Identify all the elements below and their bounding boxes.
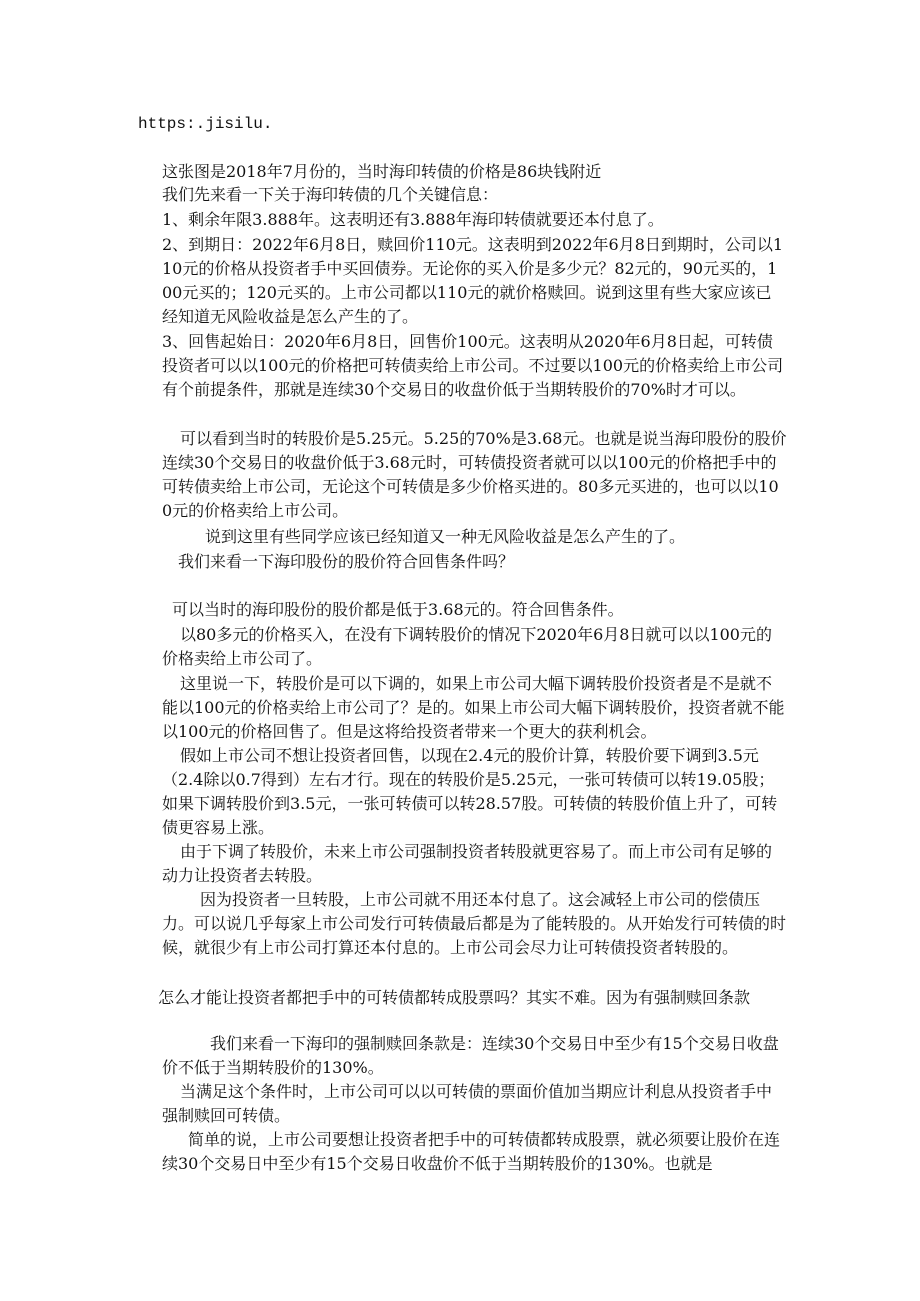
paragraph-redemption-effect: 当满足这个条件时，上市公司可以以可转债的票面价值加当期应计利息从投资者手中强制赎回可转债。 bbox=[162, 1082, 773, 1125]
paragraph-riskless-return: 说到这里有些同学应该已经知道又一种无风险收益是怎么产生的了。 bbox=[205, 527, 686, 546]
paragraph-downward-adjust: 这里说一下，转股价是可以下调的，如果上市公司大幅下调转股价投资者是不是就不能以100元的价格卖给上市公司了？是的。如果上市公司大幅下调转股价，投资者就不能以100元的价格回售了。但是这将给投资者带来一个更大的获利机会。 bbox=[162, 674, 785, 741]
paragraph-buy-80: 以80多元的价格买入，在没有下调转股价的情况下2020年6月8日就可以以100元的价格卖给上市公司了。 bbox=[162, 625, 772, 668]
paragraph-item-1: 1、剩余年限3.888年。这表明还有3.888年海印转债就要还本付息了。 bbox=[162, 210, 664, 229]
source-url: https:.jisilu. bbox=[138, 115, 273, 133]
paragraph-forced-conversion: 由于下调了转股价，未来上市公司强制投资者转股就更容易了。而上市公司有足够的动力让投资者去转股。 bbox=[162, 842, 773, 885]
paragraph-resale-condition: 可以当时的海印股份的股价都是低于3.68元的。符合回售条件。 bbox=[172, 600, 624, 619]
paragraph-conversion-price: 可以看到当时的转股价是5.25元。5.25的70%是3.68元。也就是说当海印股份的股价连续30个交易日的收盘价低于3.68元时，可转债投资者就可以以100元的价格把手中的可转债卖给上市公司，无论这个可转债是多少价格买进的。80多元买进的，也可以以100元的价格卖给上市公司。 bbox=[162, 429, 787, 520]
paragraph-how-to-convert: 怎么才能让投资者都把手中的可转债都转成股票吗？其实不难。因为有强制赎回条款 bbox=[158, 988, 751, 1007]
paragraph-resale-question: 我们来看一下海印股份的股价符合回售条件吗？ bbox=[178, 552, 515, 571]
paragraph-item-3: 3、回售起始日：2020年6月8日，回售价100元。这表明从2020年6月8日起，可转债投资者可以以100元的价格把可转债卖给上市公司。不过要以100元的价格卖给上市公司有个前提条件，那就是连续30个交易日的收盘价低于当期转股价的70%时才可以。 bbox=[162, 332, 784, 399]
paragraph-item-2: 2、到期日：2022年6月8日，赎回价110元。这表明到2022年6月8日到期时，公司以110元的价格从投资者手中买回债券。无论你的买入价是多少元？82元的，90元买的，100元买的；120元买的。上市公司都以110元的就价格赎回。说到这里有些大家应该已经知道无风险收益是怎么产生的了。 bbox=[162, 235, 784, 326]
paragraph-redemption-clause: 我们来看一下海印的强制赎回条款是：连续30个交易日中至少有15个交易日收盘价不低于当期转股价的130%。 bbox=[162, 1034, 779, 1077]
paragraph-summary: 简单的说，上市公司要想让投资者把手中的可转债都转成股票，就必须要让股价在连续30个交易日中至少有15个交易日收盘价不低于当期转股价的130%。也就是 bbox=[162, 1130, 781, 1173]
paragraph-debt-pressure: 因为投资者一旦转股，上市公司就不用还本付息了。这会减轻上市公司的偿债压力。可以说几乎每家上市公司发行可转债最后都是为了能转股的。从开始发行可转债的时候，就很少有上市公司打算还本付息的。上市公司会尽力让可转债投资者转股的。 bbox=[162, 890, 787, 957]
paragraph-chart-date: 这张图是2018年7月份的，当时海印转债的价格是86块钱附近 bbox=[162, 162, 602, 181]
paragraph-intro: 我们先来看一下关于海印转债的几个关键信息： bbox=[162, 185, 499, 204]
paragraph-hypothetical: 假如上市公司不想让投资者回售，以现在2.4元的股价计算，转股价要下调到3.5元（2.4除以0.7得到）左右才行。现在的转股价是5.25元，一张可转债可以转19.05股；如果下调转股价到3.5元，一张可转债可以转28.57股。可转债的转股价值上升了，可转债更容易上涨。 bbox=[162, 746, 778, 837]
